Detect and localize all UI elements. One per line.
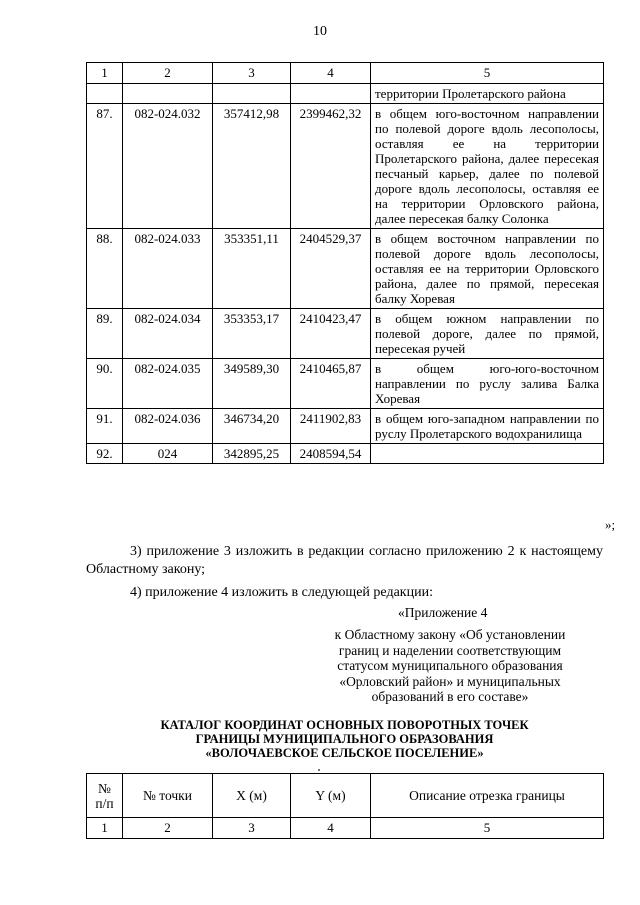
- table-row: [87, 309, 604, 359]
- appendix-line: образований в его составе»: [371, 689, 529, 704]
- row-number: 88.: [87, 229, 123, 309]
- point-id: 024: [123, 444, 213, 464]
- column-number: 5: [371, 63, 604, 84]
- x-coordinate: 353351,11: [213, 229, 291, 309]
- table-header-row: [87, 63, 604, 84]
- column-number: 4: [291, 63, 371, 84]
- column-number: 4: [291, 818, 371, 839]
- header-point: № точки: [123, 774, 213, 818]
- paragraph-item-3: 3) приложение 3 изложить в редакции согласно приложению 2 к настоящему Областному закону;: [86, 544, 603, 577]
- row-number: 87.: [87, 104, 123, 229]
- catalog-title-line: «ВОЛОЧАЕВСКОЕ СЕЛЬСКОЕ ПОСЕЛЕНИЕ»: [205, 746, 484, 760]
- appendix-line: «Орловский район» и муниципальных: [339, 673, 561, 689]
- point-id: 082-024.035: [123, 359, 213, 409]
- closing-quote-mark: »;: [605, 517, 616, 532]
- paragraph-item-4: 4) приложение 4 изложить в следующей редакции:: [130, 585, 433, 600]
- table-row: [87, 359, 604, 409]
- coordinates-table-continued: [86, 62, 604, 464]
- column-number: 2: [123, 63, 213, 84]
- appendix-line: границ и наделении соответствующим: [338, 642, 562, 658]
- row-number: 89.: [87, 309, 123, 359]
- table-header-row: [87, 774, 604, 818]
- header-description: Описание отрезка границы: [371, 774, 604, 818]
- header-sequence: п/п: [95, 795, 114, 811]
- table-row: [87, 229, 604, 309]
- header-x: X (м): [213, 774, 291, 818]
- header-y: Y (м): [291, 774, 371, 818]
- column-number: 3: [213, 818, 291, 839]
- column-number: 2: [123, 818, 213, 839]
- scan-speck: [318, 769, 320, 771]
- row-number: [87, 84, 123, 104]
- appendix-line: статусом муниципального образования: [337, 658, 563, 673]
- catalog-title: [86, 718, 603, 760]
- x-coordinate: 349589,30: [213, 359, 291, 409]
- segment-description: в общем южном направлении по полевой дороге, далее по прямой, пересекая ручей: [371, 309, 604, 359]
- row-number: 90.: [87, 359, 123, 409]
- y-coordinate: 2410423,47: [291, 309, 371, 359]
- point-id: [123, 84, 213, 104]
- y-coordinate: [291, 84, 371, 104]
- column-number: 1: [87, 818, 123, 839]
- x-coordinate: 346734,20: [213, 409, 291, 444]
- appendix-title: «Приложение 4: [398, 605, 488, 620]
- segment-description: в общем юго-юго-восточном направлении по руслу залива Балка Хоревая: [371, 359, 604, 409]
- point-id: 082-024.033: [123, 229, 213, 309]
- segment-description: в общем юго-восточном направлении по полевой дороге вдоль лесополосы, оставляя ее на территории Пролетарского района, далее пересекая песчаный карьер, далее по полевой дороге вдоль лесополосы, оставляя ее на территории Орловского района, далее пересекая балку Солонка: [371, 104, 604, 229]
- table-row: [87, 444, 604, 464]
- catalog-coordinates-table: [86, 773, 604, 839]
- point-id: 082-024.034: [123, 309, 213, 359]
- header-number-sign: №: [98, 780, 111, 796]
- x-coordinate: 342895,25: [213, 444, 291, 464]
- appendix-line: к Областному закону «Об установлении: [334, 627, 566, 642]
- table-row: [87, 84, 604, 104]
- y-coordinate: 2399462,32: [291, 104, 371, 229]
- segment-description: в общем восточном направлении по полевой дороге вдоль лесополосы, оставляя ее на территории Орловского района, далее по прямой, пересекая балку Хоревая: [371, 229, 604, 309]
- column-number-row: [87, 818, 604, 839]
- row-number: 92.: [87, 444, 123, 464]
- table-row: [87, 104, 604, 229]
- segment-description: в общем юго-западном направлении по руслу Пролетарского водохранилища: [371, 409, 604, 444]
- page-number: 10: [313, 24, 327, 39]
- row-number: 91.: [87, 409, 123, 444]
- catalog-title-line: ГРАНИЦЫ МУНИЦИПАЛЬНОГО ОБРАЗОВАНИЯ: [195, 732, 494, 746]
- y-coordinate: 2411902,83: [291, 409, 371, 444]
- segment-description: территории Пролетарского района: [371, 84, 604, 104]
- catalog-title-line: КАТАЛОГ КООРДИНАТ ОСНОВНЫХ ПОВОРОТНЫХ ТОЧЕК: [160, 718, 529, 732]
- y-coordinate: 2410465,87: [291, 359, 371, 409]
- x-coordinate: 353353,17: [213, 309, 291, 359]
- column-number: 5: [371, 818, 604, 839]
- column-number: 3: [213, 63, 291, 84]
- y-coordinate: 2408594,54: [291, 444, 371, 464]
- table-row: [87, 409, 604, 444]
- header-row-number: [87, 774, 123, 818]
- point-id: 082-024.032: [123, 104, 213, 229]
- y-coordinate: 2404529,37: [291, 229, 371, 309]
- x-coordinate: [213, 84, 291, 104]
- column-number: 1: [87, 63, 123, 84]
- appendix-caption: [300, 627, 600, 705]
- segment-description: [371, 444, 604, 464]
- x-coordinate: 357412,98: [213, 104, 291, 229]
- point-id: 082-024.036: [123, 409, 213, 444]
